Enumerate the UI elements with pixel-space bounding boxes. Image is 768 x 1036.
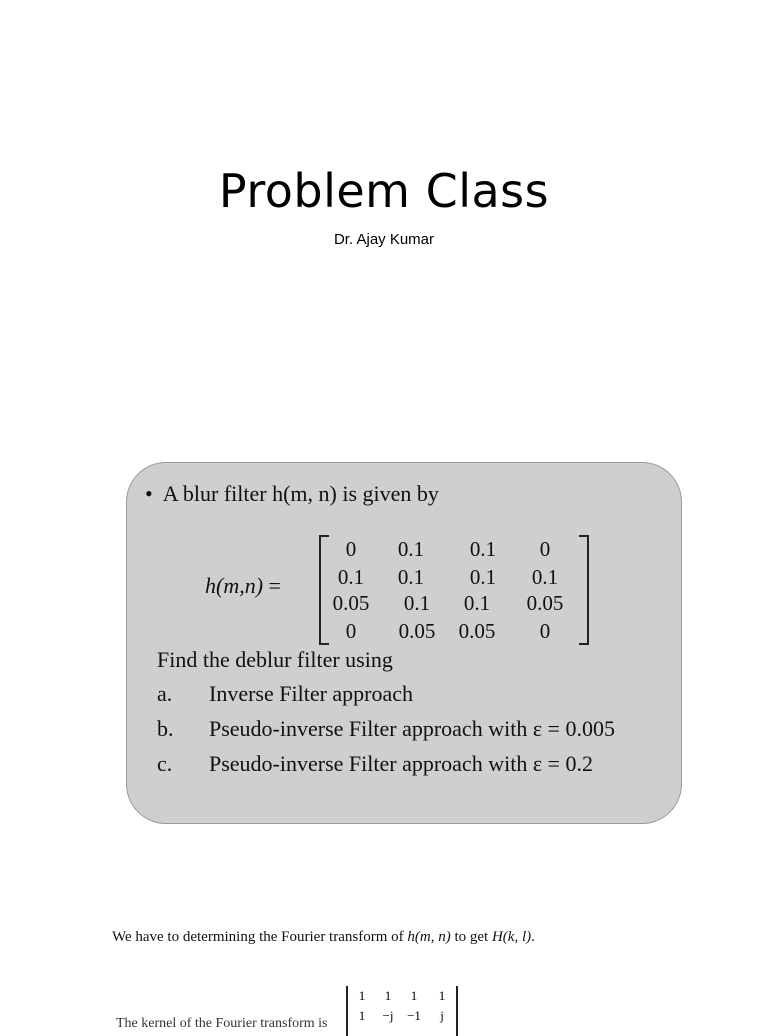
matrix-cell: 0 bbox=[539, 537, 551, 561]
equation-label bbox=[205, 573, 281, 599]
bullet-icon: • bbox=[145, 481, 153, 506]
option-b bbox=[157, 716, 615, 742]
matrix-cell: 0.05 bbox=[332, 591, 370, 615]
kernel-right-bracket bbox=[456, 986, 458, 1036]
kernel-cell: 1 bbox=[438, 988, 446, 1003]
kernel-cell: 1 bbox=[358, 988, 366, 1003]
option-letter: c. bbox=[157, 751, 173, 776]
option-text: Inverse Filter approach bbox=[209, 681, 414, 706]
kernel-cell: 1 bbox=[410, 988, 418, 1003]
matrix-cell: 0.1 bbox=[531, 565, 559, 589]
kernel-cell: j bbox=[440, 1008, 444, 1023]
matrix-right-bracket bbox=[579, 535, 589, 645]
fourier-kernel-matrix bbox=[346, 986, 458, 1036]
problem-intro bbox=[145, 481, 439, 507]
option-letter: a. bbox=[157, 681, 173, 706]
kernel-cell: −1 bbox=[407, 1008, 421, 1023]
equation-sign: = bbox=[268, 573, 281, 598]
matrix-cell: 0.05 bbox=[458, 619, 496, 643]
option-letter: b. bbox=[157, 716, 174, 741]
matrix-cell: 0 bbox=[345, 619, 357, 643]
matrix-cell: 0.05 bbox=[526, 591, 564, 615]
cut-off-line: The kernel of the Fourier transform is bbox=[116, 1016, 328, 1031]
option-a bbox=[157, 681, 413, 707]
author-name: Dr. Ajay Kumar bbox=[333, 231, 435, 248]
kernel-cell: 1 bbox=[358, 1008, 366, 1023]
kernel-left-bracket bbox=[346, 986, 348, 1036]
solution-h-expr: h(m, n) bbox=[407, 929, 451, 945]
filter-matrix bbox=[319, 535, 589, 643]
matrix-cell: 0.1 bbox=[397, 565, 425, 589]
matrix-cell: 0 bbox=[539, 619, 551, 643]
slide-title: Problem Class bbox=[218, 164, 550, 218]
intro-text: A blur filter h(m, n) is given by bbox=[162, 481, 439, 506]
equation-lhs: h(m,n) bbox=[205, 573, 264, 598]
problem-card bbox=[126, 462, 682, 824]
solution-prefix: We have to determining the Fourier transform of bbox=[112, 929, 408, 945]
matrix-cell: 0.1 bbox=[463, 591, 491, 615]
option-c bbox=[157, 751, 593, 777]
matrix-cell: 0.1 bbox=[403, 591, 431, 615]
matrix-cell: 0.05 bbox=[398, 619, 436, 643]
kernel-cell: −j bbox=[382, 1008, 394, 1023]
matrix-cell: 0.1 bbox=[397, 537, 425, 561]
solution-H-expr: H(k, l) bbox=[491, 929, 532, 945]
matrix-cell: 0.1 bbox=[469, 565, 497, 589]
matrix-cell: 0.1 bbox=[469, 537, 497, 561]
solution-mid: to get bbox=[450, 929, 492, 945]
kernel-cell: 1 bbox=[384, 988, 392, 1003]
solution-line bbox=[112, 929, 535, 946]
task-text: Find the deblur filter using bbox=[157, 647, 393, 672]
option-text: Pseudo-inverse Filter approach with ε = 0.2 bbox=[209, 751, 593, 776]
solution-end: . bbox=[531, 929, 535, 945]
matrix-cell: 0 bbox=[345, 537, 357, 561]
option-text: Pseudo-inverse Filter approach with ε = 0.005 bbox=[209, 716, 615, 741]
matrix-cell: 0.1 bbox=[337, 565, 365, 589]
